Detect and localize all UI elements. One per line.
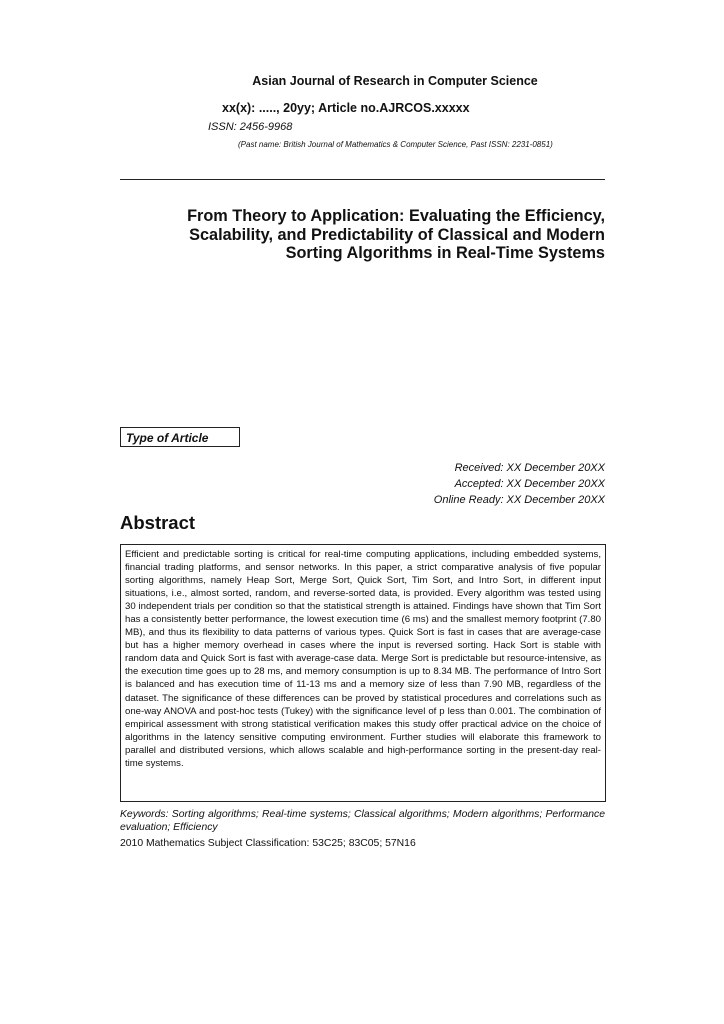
keywords: Keywords: Sorting algorithms; Real-time systems; Classical algorithms; Modern algorithms; Performance evaluation; Efficiency bbox=[120, 809, 605, 833]
abstract-text: Efficient and predictable sorting is critical for real-time computing applications, including embedded systems, financial trading platforms, and sensor networks. In this paper, a strict comparative analysis of five popular sorting algorithms, namely Heap Sort, Merge Sort, Quick Sort, Tim Sort, and Intro Sort, in different input situations, i.e., almost sorted, random, and reverse-sorted data, is provided. Every algorithm was tested using 30 independent trials per condition so that the statistical strength is attained. Findings have shown that Tim Sort has a consistently better performance, the lowest execution time (6 ms) and the smallest memory footprint (7.80 MB), and thus its flexibility to data patterns of various types. Quick Sort is fast in cases that are average-case but has a higher memory overhead in cases where the input is reversed sorting. Hack Sort is stable with random data and Quick Sort is fast with average-case data. Merge Sort is predictable but resource-intensive, as the execution time goes up to 28 ms, and memory consumption is up to 8.34 MB. The performance of Intro Sort is balanced and has execution time of 11-13 ms and a memory size of less than 7.90 MB, regardless of the dataset. The significance of these differences can be proved by statistical procedures and correlations such as one-way ANOVA and post-hoc tests (Tukey) with the significance level of p less than 0.001. The combination of empirical assessment with strong statistical verification makes this study offer practical advice on the choice of algorithms in the latency sensitive computing environment. Further studies will elaborate this framework to parallel and distributed versions, which allows scalable and high-performance sorting in the present-day real-time systems. bbox=[125, 549, 601, 769]
past-name-note: (Past name: British Journal of Mathematics & Computer Science, Past ISSN: 2231-0851) bbox=[238, 140, 553, 149]
issue-line: xx(x): ....., 20yy; Article no.AJRCOS.xxxxx bbox=[222, 101, 470, 115]
received-date: Received: XX December 20XX bbox=[454, 462, 605, 474]
title-line-3: Sorting Algorithms in Real-Time Systems bbox=[285, 244, 605, 262]
header-divider bbox=[120, 179, 605, 180]
title-line-2: Scalability, and Predictability of Classical and Modern bbox=[189, 225, 605, 244]
accepted-date: Accepted: XX December 20XX bbox=[454, 478, 605, 490]
subject-classification: 2010 Mathematics Subject Classification: 53C25; 83C05; 57N16 bbox=[120, 838, 416, 849]
dates-block bbox=[360, 460, 605, 508]
title-line-1: From Theory to Application: Evaluating the Efficiency, bbox=[187, 207, 605, 225]
paper-title bbox=[120, 207, 605, 263]
online-ready-date: Online Ready: XX December 20XX bbox=[433, 494, 605, 506]
journal-name: Asian Journal of Research in Computer Science bbox=[252, 74, 538, 88]
abstract-box bbox=[120, 544, 606, 802]
issn-line: ISSN: 2456-9968 bbox=[208, 121, 293, 133]
abstract-heading: Abstract bbox=[120, 512, 196, 533]
article-type-box: Type of Article bbox=[120, 427, 240, 447]
